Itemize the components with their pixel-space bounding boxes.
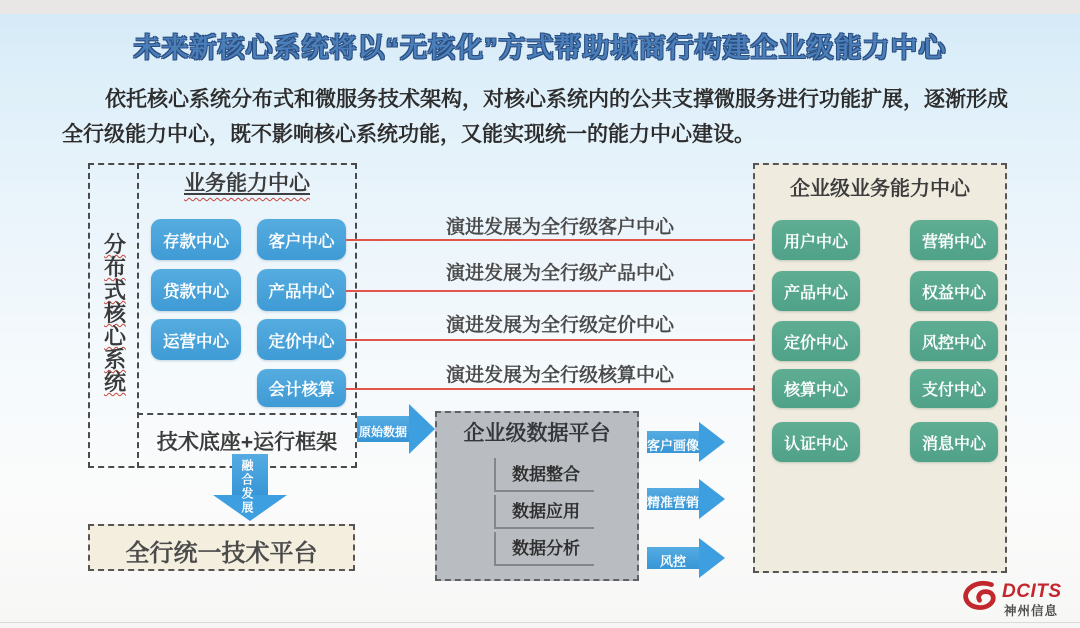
- enterprise-product-center-button: 产品中心: [772, 271, 860, 311]
- enterprise-capability-title: 企业级业务能力中心: [790, 178, 970, 200]
- user-center-button: 用户中心: [772, 220, 860, 260]
- evolution-label-product: 演进发展为全行级产品中心: [445, 263, 674, 284]
- evolution-arrow-customer: [346, 239, 764, 241]
- data-item-analysis: 数据分析: [494, 532, 594, 566]
- dcits-logo-subtitle: 神州信息: [1004, 604, 1059, 618]
- left-panel-divider: [137, 163, 139, 468]
- dcits-logo: [956, 578, 1076, 620]
- evolution-arrow-product: [346, 290, 764, 292]
- message-center-button: 消息中心: [910, 422, 998, 462]
- raw-data-arrow-head: [409, 404, 435, 454]
- distributed-core-label: 分 布 式 核 心 系 统: [103, 232, 126, 395]
- evolution-arrow-accounting: [346, 388, 764, 390]
- deposit-center-button: 存款中心: [151, 219, 241, 260]
- dcits-swirl-icon: [962, 580, 1000, 619]
- enterprise-accounting-center-button: 核算中心: [772, 369, 860, 408]
- evolution-label-accounting: 演进发展为全行级核算中心: [445, 365, 674, 386]
- raw-data-arrow-label: 原始数据: [358, 425, 407, 439]
- risk-control-arrow-label: 风控: [659, 554, 686, 569]
- dcits-logo-text: DCITS: [1002, 581, 1062, 602]
- precision-marketing-arrow-label: 精准营销: [647, 495, 700, 510]
- risk-center-button: 风控中心: [910, 321, 998, 361]
- accounting-center-button: 会计核算: [257, 369, 346, 407]
- customer-profile-arrow-head: [699, 422, 725, 462]
- evolution-label-pricing: 演进发展为全行级定价中心: [445, 315, 674, 336]
- evolution-arrow-pricing: [346, 339, 764, 341]
- window-bottom-strip: [0, 622, 1080, 628]
- data-item-integration: 数据整合: [494, 458, 594, 492]
- customer-profile-arrow-label: 客户画像: [647, 438, 700, 453]
- pricing-center-button: 定价中心: [257, 319, 346, 360]
- precision-marketing-arrow-head: [699, 479, 725, 519]
- slide-title: 未来新核心系统将以“无核化”方式帮助城商行构建企业级能力中心: [133, 33, 947, 63]
- intro-paragraph-line-1: 依托核心系统分布式和微服务技术架构，对核心系统内的公共支撑微服务进行功能扩展，逐渐形成: [105, 88, 1008, 111]
- merge-arrow-label: 融合发展: [240, 459, 254, 515]
- business-box-bottom-divider: [137, 413, 357, 415]
- operation-center-button: 运营中心: [151, 319, 241, 360]
- rights-center-button: 权益中心: [910, 271, 998, 311]
- marketing-center-button: 营销中心: [910, 220, 998, 260]
- data-item-application: 数据应用: [494, 495, 594, 529]
- risk-control-arrow-head: [699, 538, 725, 578]
- product-center-button: 产品中心: [257, 269, 346, 311]
- loan-center-button: 贷款中心: [151, 269, 241, 311]
- window-top-strip: [0, 0, 1080, 14]
- customer-center-button: 客户中心: [257, 219, 346, 260]
- unified-platform-label: 全行统一技术平台: [125, 540, 318, 567]
- payment-center-button: 支付中心: [910, 369, 998, 408]
- auth-center-button: 认证中心: [772, 422, 860, 462]
- data-platform-title: 企业级数据平台: [463, 422, 611, 445]
- tech-base-label: 技术底座+运行框架: [156, 431, 338, 454]
- evolution-label-customer: 演进发展为全行级客户中心: [445, 217, 674, 238]
- intro-paragraph-line-2: 全行级能力中心，既不影响核心系统功能，又能实现统一的能力中心建设。: [62, 123, 755, 146]
- business-capability-title: 业务能力中心: [184, 172, 310, 195]
- enterprise-pricing-center-button: 定价中心: [772, 321, 860, 361]
